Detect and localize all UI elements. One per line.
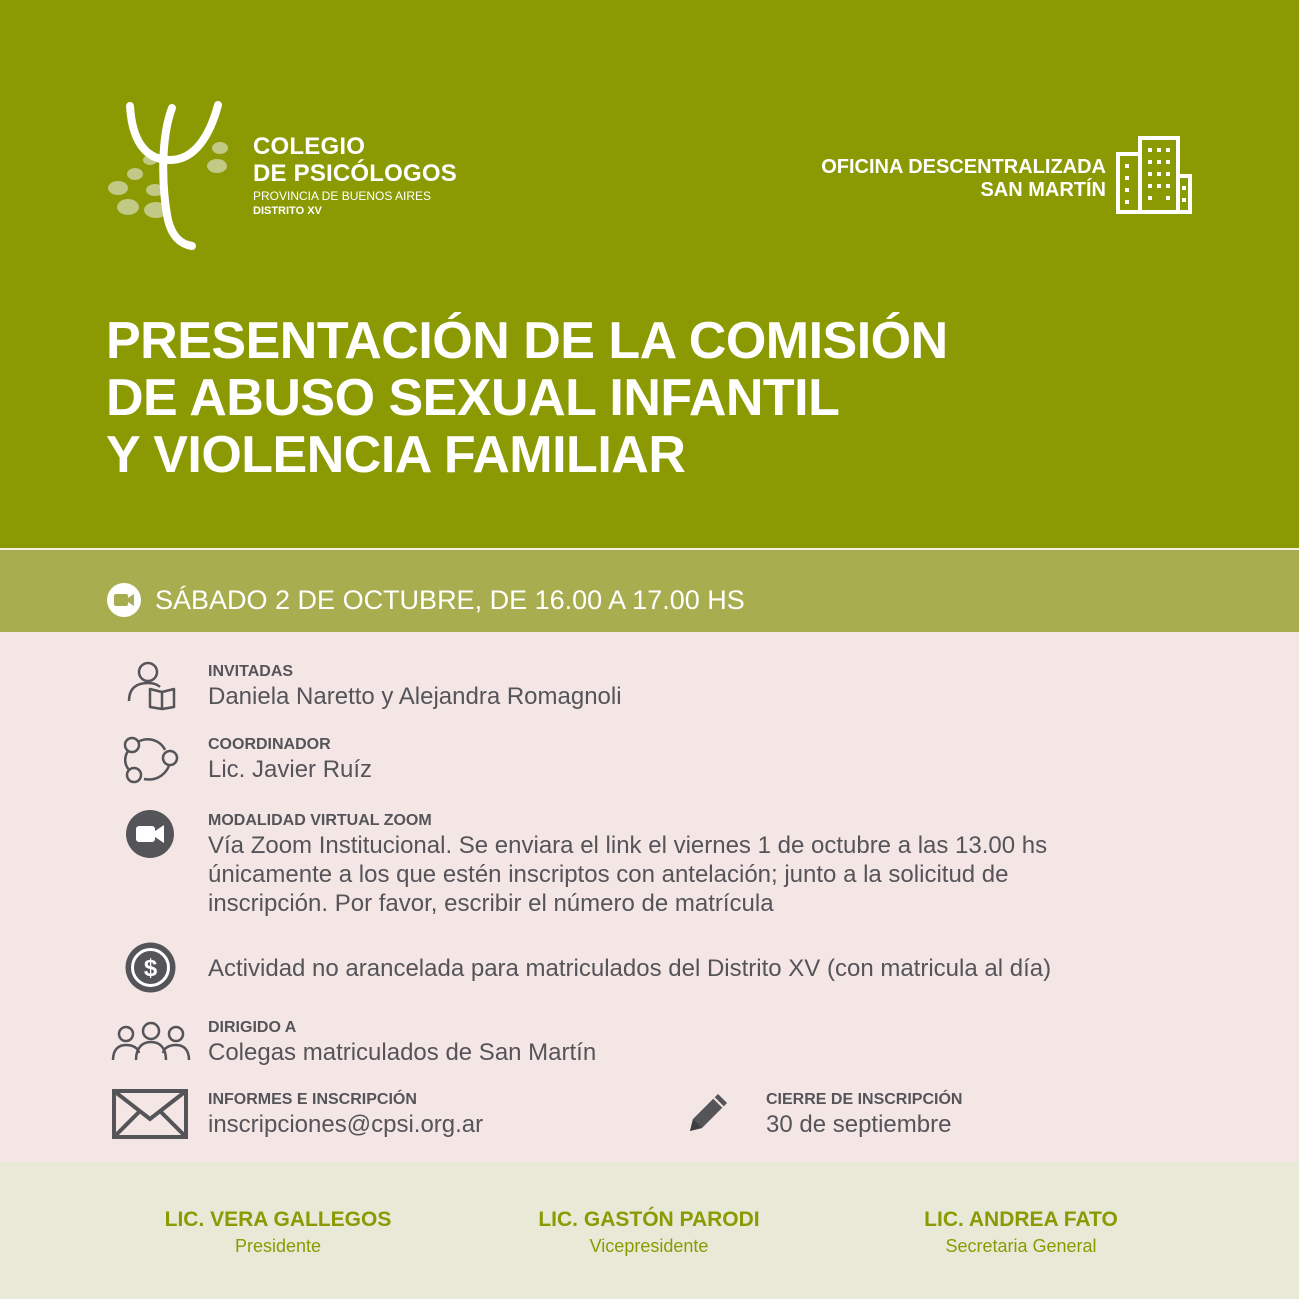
office-line-1: OFICINA DESCENTRALIZADA: [821, 156, 1106, 178]
building-icon: [1115, 136, 1193, 216]
guests-label: INVITADAS: [208, 663, 294, 680]
modality-line-1: Vía Zoom Institucional. Se enviara el link el viernes 1 de octubre a las 13.00 hs: [208, 832, 1048, 859]
signature-2: [484, 1206, 814, 1258]
audience-row: [208, 1018, 596, 1067]
office-label: [821, 156, 1106, 202]
title-line-3: Y VIOLENCIA FAMILIAR: [106, 426, 686, 484]
coordinator-label: COORDINADOR: [208, 736, 331, 753]
logo-line-1: COLEGIO: [253, 133, 366, 160]
event-date: SÁBADO 2 DE OCTUBRE, DE 16.00 A 17.00 HS: [155, 585, 745, 615]
psi-logo-icon: [100, 100, 235, 250]
signature-name: LIC. VERA GALLEGOS: [164, 1208, 392, 1231]
pencil-icon: [684, 1089, 732, 1137]
signature-3: [856, 1206, 1186, 1258]
contact-row: [208, 1090, 483, 1139]
signature-name: LIC. GASTÓN PARODI: [538, 1208, 760, 1231]
audience-value: Colegas matriculados de San Martín: [208, 1039, 597, 1066]
coordinator-row: [208, 735, 372, 784]
envelope-icon: [112, 1089, 188, 1139]
closing-row: [766, 1090, 962, 1139]
modality-line-3: inscripción. Por favor, escribir el número de matrícula: [208, 890, 774, 917]
title-line-1: PRESENTACIÓN DE LA COMISIÓN: [106, 312, 948, 370]
modality-label: MODALIDAD VIRTUAL ZOOM: [208, 812, 432, 829]
signature-role: Secretaria General: [945, 1236, 1097, 1256]
signature-role: Vicepresidente: [589, 1236, 709, 1256]
guests-value: Daniela Naretto y Alejandra Romagnoli: [208, 683, 622, 710]
logo-text: [253, 133, 457, 219]
logo-line-4: DISTRITO XV: [253, 205, 322, 217]
contact-email[interactable]: inscripciones@cpsi.org.ar: [208, 1111, 484, 1138]
video-camera-icon: [106, 582, 142, 618]
closing-label: CIERRE DE INSCRIPCIÓN: [766, 1091, 963, 1108]
fee-value: Actividad no arancelada para matriculados del Distrito XV (con matricula al día): [208, 955, 1052, 982]
group-icon: [110, 1021, 192, 1063]
video-camera-icon: [125, 809, 175, 859]
coordinator-value: Lic. Javier Ruíz: [208, 756, 373, 783]
reader-icon: [126, 661, 178, 711]
audience-label: DIRIGIDO A: [208, 1019, 297, 1036]
dollar-icon: [124, 941, 177, 994]
guests-row: [208, 662, 622, 711]
closing-value: 30 de septiembre: [766, 1111, 952, 1138]
logo-line-2: DE PSICÓLOGOS: [253, 160, 457, 187]
page-title: [106, 313, 948, 484]
office-line-2: SAN MARTÍN: [980, 179, 1106, 201]
modality-line-2: únicamente a los que estén inscriptos con antelación; junto a la solicitud de: [208, 861, 1009, 888]
signature-name: LIC. ANDREA FATO: [924, 1208, 1118, 1231]
network-icon: [120, 733, 180, 787]
contact-label: INFORMES E INSCRIPCIÓN: [208, 1091, 417, 1108]
svg-text:$: $: [143, 955, 158, 982]
logo-line-3: PROVINCIA DE BUENOS AIRES: [253, 189, 432, 203]
signature-1: [113, 1206, 443, 1258]
fee-row: [208, 954, 1051, 983]
signature-role: Presidente: [234, 1236, 322, 1256]
modality-row: [208, 811, 1047, 918]
title-line-2: DE ABUSO SEXUAL INFANTIL: [106, 369, 840, 427]
